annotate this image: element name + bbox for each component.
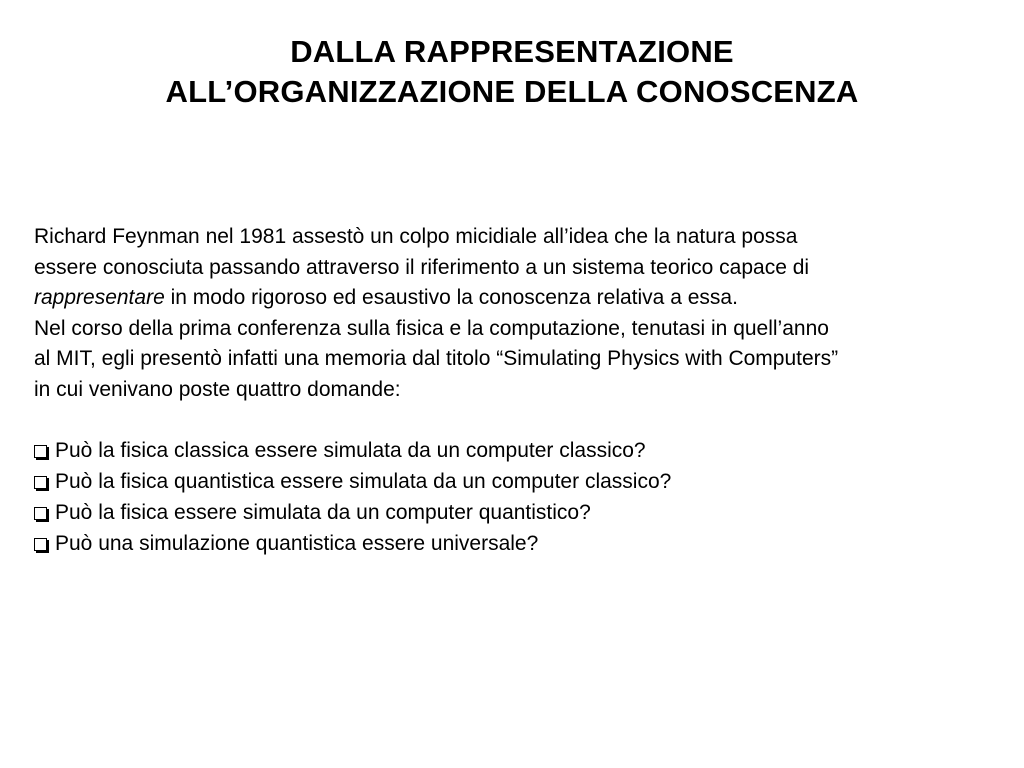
checkbox-icon — [34, 507, 47, 520]
list-item — [34, 528, 1019, 559]
question-text: Può una simulazione quantistica essere universale? — [55, 532, 539, 555]
checkbox-icon — [34, 538, 47, 551]
italic-term: rappresentare — [34, 286, 165, 309]
paragraph-line-3-rest: in modo rigoroso ed esaustivo la conoscenza relativa a essa. — [164, 286, 738, 309]
list-item — [34, 435, 1019, 466]
question-text: Può la fisica essere simulata da un computer quantistico? — [55, 501, 591, 524]
paragraph-line-3 — [34, 283, 1019, 314]
paragraph-line-2: essere conosciuta passando attraverso il riferimento a un sistema teorico capace di — [34, 255, 810, 279]
paragraph-line-5: al MIT, egli presentò infatti una memoria dal titolo “Simulating Physics with Computers” — [34, 347, 839, 370]
paragraph-line-6: in cui venivano poste quattro domande: — [34, 377, 401, 401]
title-line-1: DALLA RAPPRESENTAZIONE — [290, 34, 734, 69]
slide-title — [0, 32, 1024, 112]
checkbox-icon — [34, 445, 47, 458]
list-item — [34, 466, 1019, 497]
questions-list — [34, 435, 1019, 559]
checkbox-icon — [34, 476, 47, 489]
question-text: Può la fisica quantistica essere simulata da un computer classico? — [55, 470, 672, 493]
list-item — [34, 497, 1019, 528]
title-line-2: ALL’ORGANIZZAZIONE DELLA CONOSCENZA — [165, 74, 859, 109]
paragraph-line-1: Richard Feynman nel 1981 assestò un colpo micidiale all’idea che la natura possa — [34, 225, 798, 248]
intro-paragraph — [34, 222, 1019, 405]
question-text: Può la fisica classica essere simulata da un computer classico? — [55, 439, 646, 462]
paragraph-line-4: Nel corso della prima conferenza sulla fisica e la computazione, tenutasi in quell’anno — [34, 316, 829, 340]
